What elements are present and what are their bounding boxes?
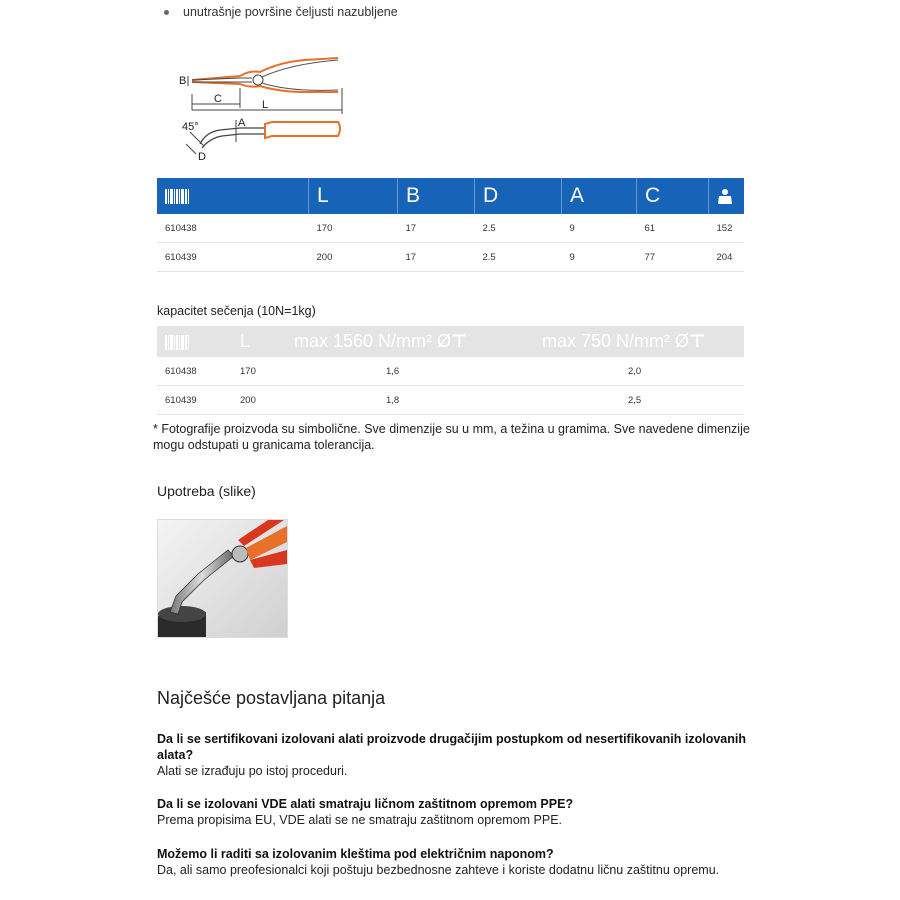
faq-question: Možemo li raditi sa izolovanim kleštima pod električnim naponom? (157, 847, 554, 861)
dimension-table-header (157, 178, 744, 214)
cell-c: 77 (637, 243, 709, 272)
cell-article: 610439 (157, 243, 309, 272)
dimension-table (157, 178, 744, 272)
table-row (157, 386, 744, 415)
faq-item (157, 846, 747, 878)
usage-title: Upotreba (slike) (157, 483, 256, 499)
cell-b: 17 (398, 214, 475, 243)
cell-l: 170 (232, 357, 286, 386)
dim-label-b: B (179, 75, 187, 87)
cell-a: 9 (562, 214, 637, 243)
faq-answer: Alati se izrađuju po istoj proceduri. (157, 764, 348, 778)
cell-l: 170 (309, 214, 398, 243)
cell-weight: 204 (709, 243, 745, 272)
dim-label-c: C (214, 93, 222, 105)
cap-header-soft-wire: max 750 N/mm² Ø⊤ (534, 326, 744, 357)
header-a: A (562, 178, 637, 214)
wire-icon: ⊤ (689, 331, 706, 351)
dim-label-angle: 45° (182, 121, 199, 133)
cell-l: 200 (232, 386, 286, 415)
cell-d: 2.5 (475, 214, 562, 243)
dim-label-l: L (262, 99, 269, 111)
header-c: C (637, 178, 709, 214)
weight-icon (709, 178, 745, 214)
faq-title: Najčešće postavljana pitanja (157, 688, 386, 708)
dim-label-d: D (198, 151, 206, 163)
cell-article: 610439 (157, 386, 232, 415)
cell-weight: 152 (709, 214, 745, 243)
faq-question: Da li se izolovani VDE alati smatraju ličnom zaštitnom opremom PPE? (157, 797, 574, 811)
table-row (157, 243, 744, 272)
feature-bullet-text: unutrašnje površine čeljusti nazubljene (183, 5, 398, 19)
header-d: D (475, 178, 562, 214)
cell-c: 61 (637, 214, 709, 243)
faq-item (157, 731, 747, 779)
feature-bullet (160, 5, 398, 19)
cell-d: 2.5 (475, 243, 562, 272)
cell-b: 17 (398, 243, 475, 272)
table-row (157, 357, 744, 386)
table-row (157, 214, 744, 243)
capacity-title: kapacitet sečenja (10N=1kg) (157, 304, 316, 318)
barcode-icon (157, 326, 232, 357)
faq-answer: Prema propisima EU, VDE alati se ne smatraju zaštitnom opremom PPE. (157, 813, 563, 827)
faq-question: Da li se sertifikovani izolovani alati proizvode drugačijim postupkom od nesertifikovanih izolovanih alata? (157, 732, 747, 762)
usage-photo[interactable] (157, 519, 288, 638)
dimension-note: * Fotografije proizvoda su simbolične. Sve dimenzije su u mm, a težina u gramima. Sve navedene dimenzije mogu odstupati u granicama tolerancija. (153, 422, 750, 452)
pliers-usage-image (158, 520, 287, 637)
wire-icon: ⊤ (451, 331, 468, 351)
cell-l: 200 (309, 243, 398, 272)
pliers-dimension-diagram (170, 48, 350, 168)
cap-header-hard-wire: max 1560 N/mm² Ø⊤ (286, 326, 534, 357)
cell-article: 610438 (157, 214, 309, 243)
cell-hard-wire: 1,6 (286, 357, 534, 386)
cell-hard-wire: 1,8 (286, 386, 534, 415)
dim-label-a: A (238, 117, 246, 129)
barcode-icon (157, 178, 309, 214)
cell-a: 9 (562, 243, 637, 272)
cell-soft-wire: 2,0 (534, 357, 744, 386)
capacity-table-header (157, 326, 744, 357)
bullet-dot-icon (164, 10, 169, 15)
capacity-table (157, 326, 744, 415)
header-l: L (309, 178, 398, 214)
cell-soft-wire: 2,5 (534, 386, 744, 415)
cell-article: 610438 (157, 357, 232, 386)
faq-item (157, 796, 747, 828)
faq-answer: Da, ali samo preofesionalci koji poštuju bezbednosne zahteve i koriste dodatnu ličnu zaštitnu opremu. (157, 863, 720, 877)
header-b: B (398, 178, 475, 214)
cap-header-l: L (232, 326, 286, 357)
